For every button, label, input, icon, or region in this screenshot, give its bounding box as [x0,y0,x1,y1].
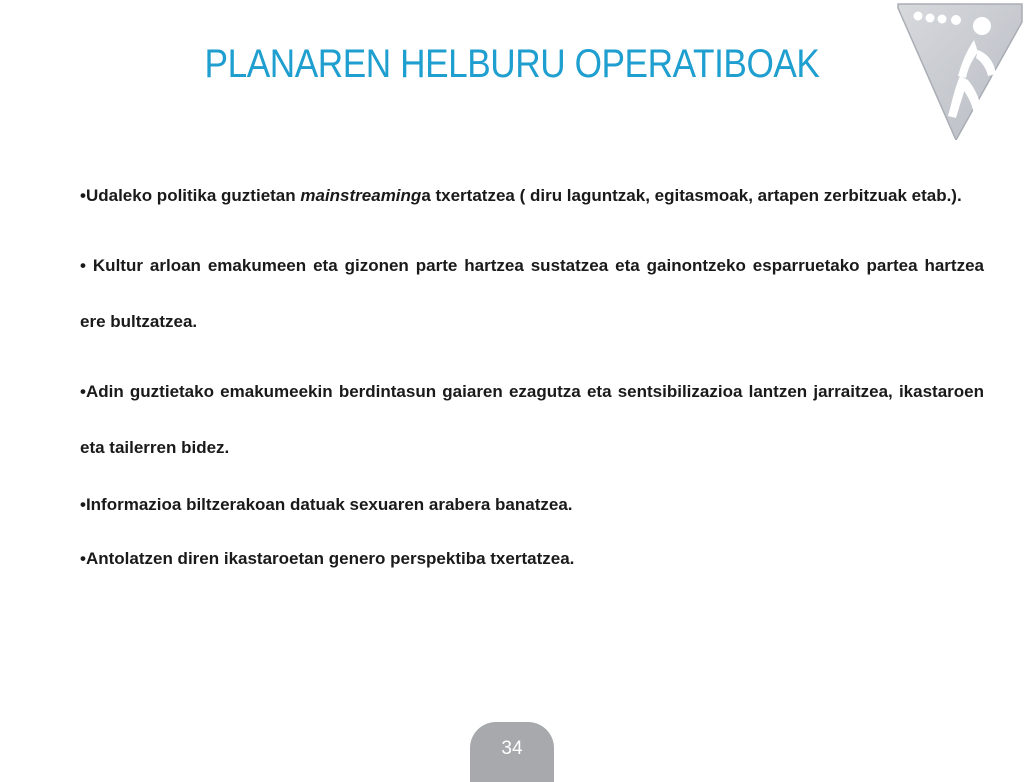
bullet-item [80,544,984,574]
bullet-marker: • [80,186,86,205]
bullet-text: Udaleko politika guztietan [85,186,301,205]
bullet-text: Antolatzen diren ikastaroetan genero perspektiba txertatzea. [85,549,575,568]
bullet-text: Kultur arloan emakumeen eta gizonen parte hartzea sustatzea eta gainontzeko esparruetako partea hartzea ere bultzatzea. [80,256,984,331]
bullet-item [80,238,984,350]
bullet-marker: • [80,495,86,514]
bullet-text: a txertatzea ( diru laguntzak, egitasmoak, artapen zerbitzuak etab.). [421,186,962,205]
bullet-list [80,168,984,574]
bullet-emphasis: mainstreaming [300,186,422,205]
bullet-marker: • [80,549,86,568]
bullet-marker: • [80,256,93,275]
bullet-text: Adin guztietako emakumeekin berdintasun gaiaren ezagutza eta sentsibilizazioa lantzen jarraitzea, ikastaroen eta tailerren bidez. [80,382,984,457]
bullet-marker: • [80,382,86,401]
bullet-item [80,364,984,476]
page-number: 34 [501,738,523,759]
bullet-item [80,168,984,224]
slide-title: PLANAREN HELBURU OPERATIBOAK [204,42,820,86]
bowling-player-logo-icon [896,0,1024,140]
bullet-text: Informazioa biltzerakoan datuak sexuaren arabera banatzea. [85,495,573,514]
bullet-item [80,490,984,520]
